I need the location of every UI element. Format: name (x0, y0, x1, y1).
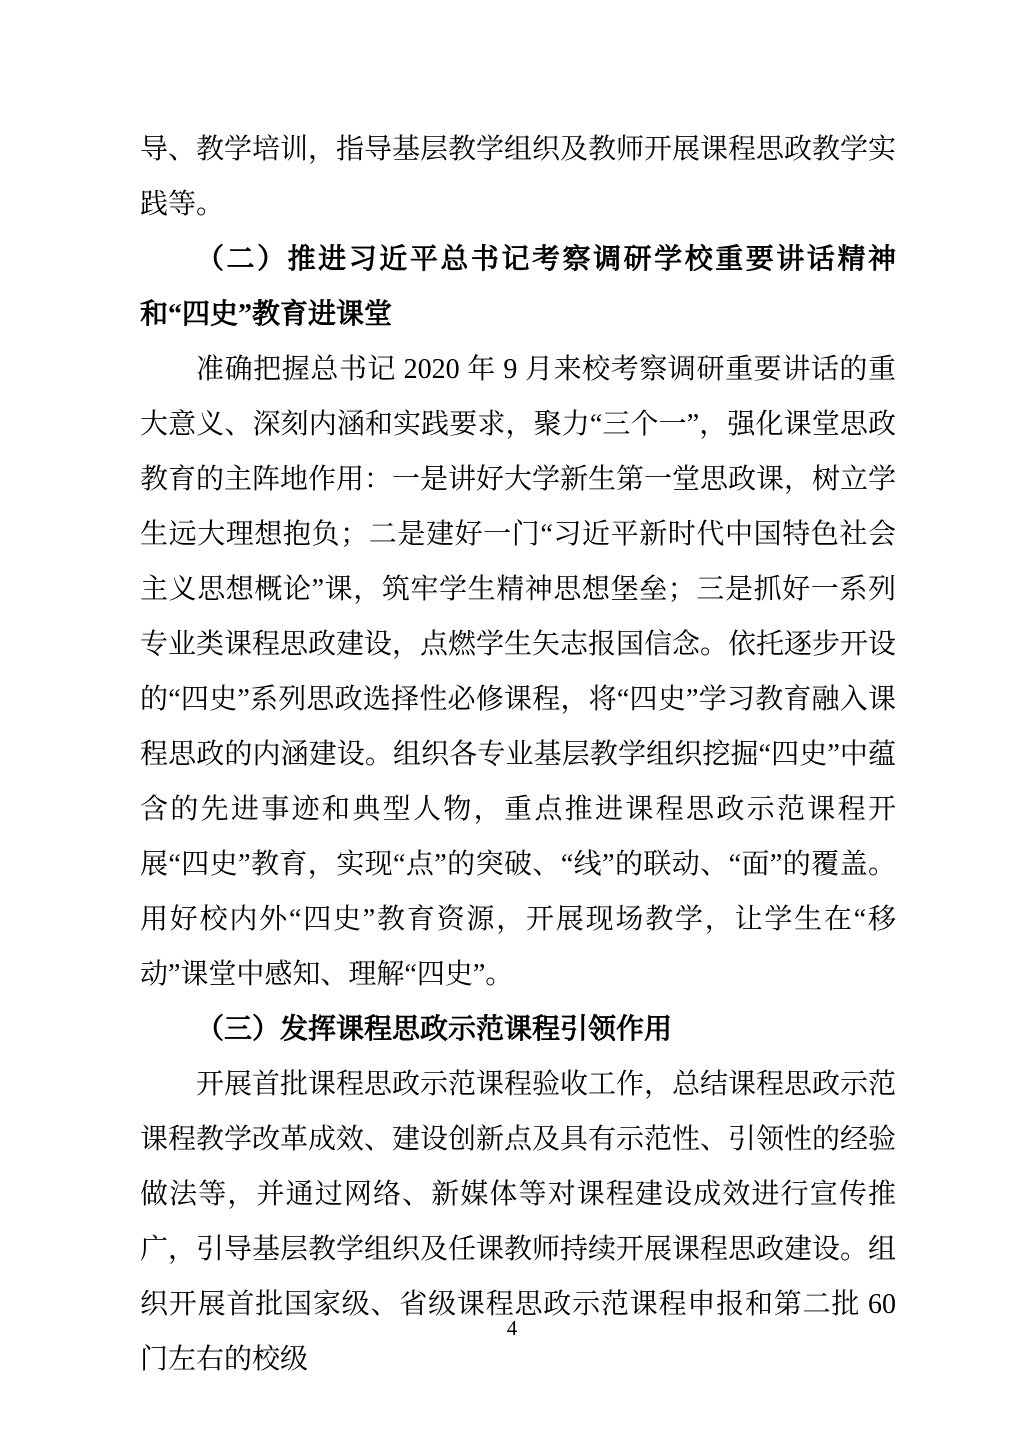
paragraph-section-2-body: 准确把握总书记 2020 年 9 月来校考察调研重要讲话的重大意义、深刻内涵和实践要求，聚力“三个一”，强化课堂思政教育的主阵地作用：一是讲好大学新生第一堂思政课，树立学生远大理想抱负；二是建好一门“习近平新时代中国特色社会主义思想概论”课，筑牢学生精神思想堡垒；三是抓好一系列专业类课程思政建设，点燃学生矢志报国信念。依托逐步开设的“四史”系列思政选择性必修课程，将“四史”学习教育融入课程思政的内涵建设。组织各专业基层教学组织挖掘“四史”中蕴含的先进事迹和典型人物，重点推进课程思政示范课程开展“四史”教育，实现“点”的突破、“线”的联动、“面”的覆盖。用好校内外“四史”教育资源，开展现场教学，让学生在“移动”课堂中感知、理解“四史”。 (140, 354, 897, 990)
page-number: 4 (506, 1316, 518, 1340)
section-heading-3: （三）发挥课程思政示范课程引领作用 (196, 1014, 673, 1045)
document-body (140, 122, 896, 1387)
section-heading-2: （二）推进习近平总书记考察调研学校重要讲话精神和“四史”教育进课堂 (140, 244, 896, 330)
paragraph-section-3-body: 开展首批课程思政示范课程验收工作，总结课程思政示范课程教学改革成效、建设创新点及具有示范性、引领性的经验做法等，并通过网络、新媒体等对课程建设成效进行宣传推广，引导基层教学组织及任课教师持续开展课程思政建设。组织开展首批国家级、省级课程思政示范课程申报和第二批 60 门左右的校级 (140, 1069, 897, 1375)
paragraph-continuation: 导、教学培训，指导基层教学组织及教师开展课程思政教学实践等。 (140, 134, 897, 220)
